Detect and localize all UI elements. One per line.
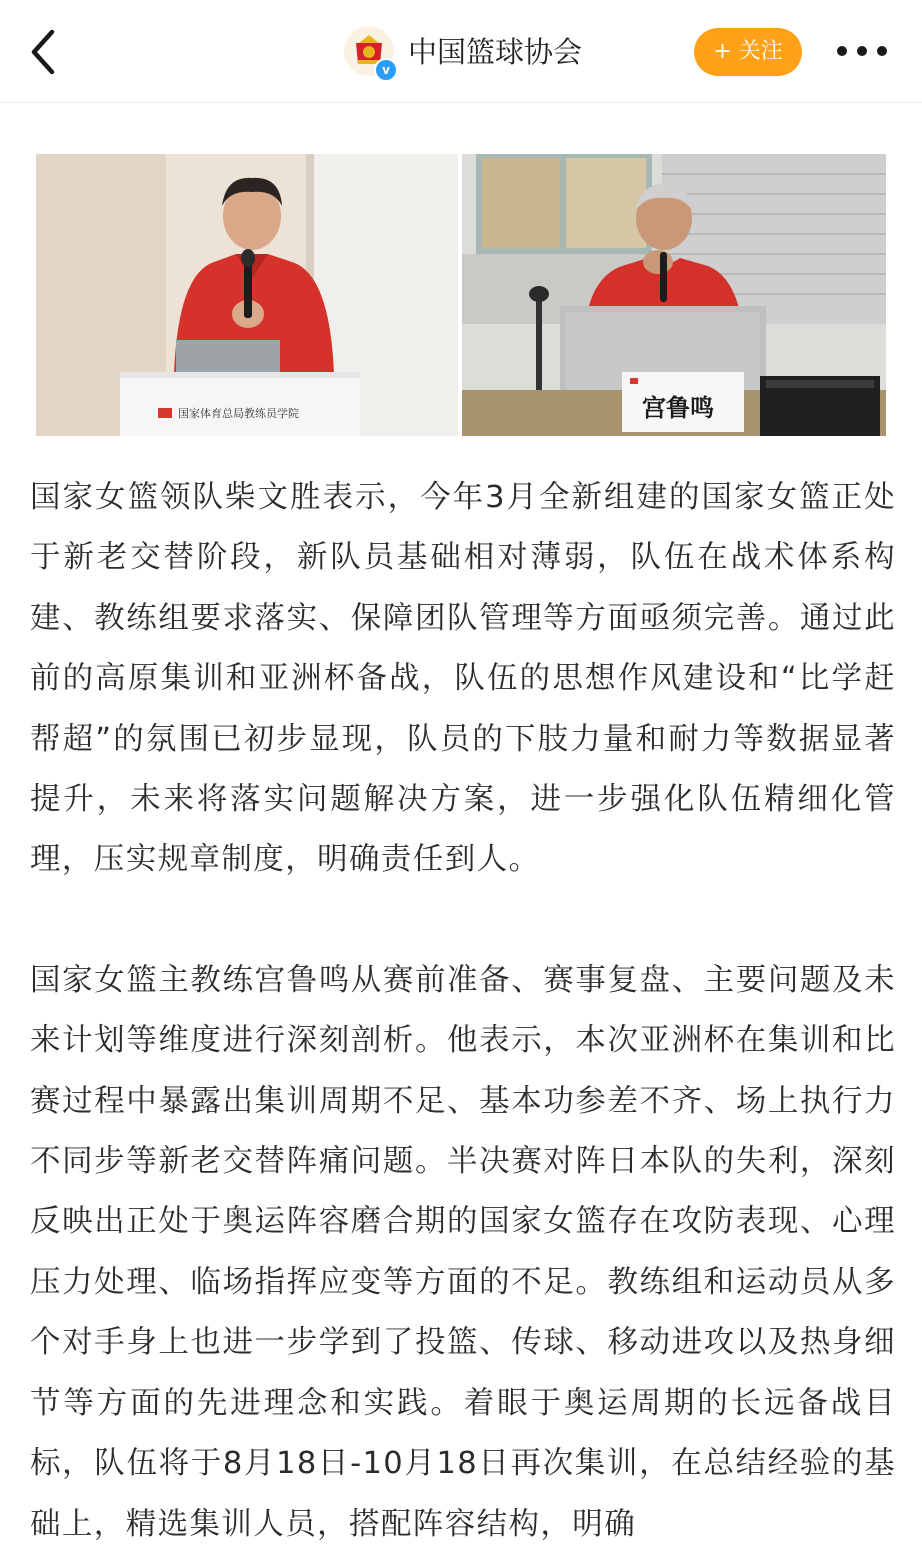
nameplate-label: 宫鲁鸣: [642, 393, 714, 422]
more-options-button[interactable]: [832, 36, 892, 66]
more-dots-icon: [832, 36, 892, 66]
follow-button[interactable]: + 关注: [694, 28, 802, 76]
chevron-left-icon: [22, 26, 72, 76]
article-photo-coach-table: [462, 154, 886, 436]
article-body: [30, 468, 896, 1555]
account-name[interactable]: 中国篮球协会: [408, 35, 583, 69]
verified-v-icon: v: [374, 58, 398, 82]
back-button[interactable]: [22, 26, 72, 76]
article-paragraph-1: 国家女篮领队柴文胜表示，今年3月全新组建的国家女篮正处于新老交替阶段，新队员基础相对薄弱，队伍在战术体系构建、教练组要求落实、保障团队管理等方面亟须完善。通过此前的高原集训和亚洲杯备战，队伍的思想作风建设和“比学赶帮超”的氛围已初步显现，队员的下肢力量和耐力等数据显著提升，未来将落实问题解决方案，进一步强化队伍精细化管理，压实规章制度，明确责任到人。: [30, 480, 896, 878]
article-photo-speaker-podium: [36, 154, 458, 436]
top-nav-bar: [0, 0, 922, 103]
account-avatar[interactable]: [344, 26, 394, 76]
podium-label: 国家体育总局教练员学院: [178, 407, 299, 420]
article-paragraph-2: 国家女篮主教练宫鲁鸣从赛前准备、赛事复盘、主要问题及未来计划等维度进行深刻剖析。他表示，本次亚洲杯在集训和比赛过程中暴露出集训周期不足、基本功参差不齐、场上执行力不同步等新老交替阵痛问题。半决赛对阵日本队的失利，深刻反映出正处于奥运阵容磨合期的国家女篮存在攻防表现、心理压力处理、临场指挥应变等方面的不足。教练组和运动员从多个对手身上也进一步学到了投篮、传球、移动进攻以及热身细节等方面的先进理念和实践。着眼于奥运周期的长远备战目标，队伍将于8月18日-10月18日再次集训，在总结经验的基础上，精选集训人员，搭配阵容结构，明确: [30, 962, 896, 1542]
